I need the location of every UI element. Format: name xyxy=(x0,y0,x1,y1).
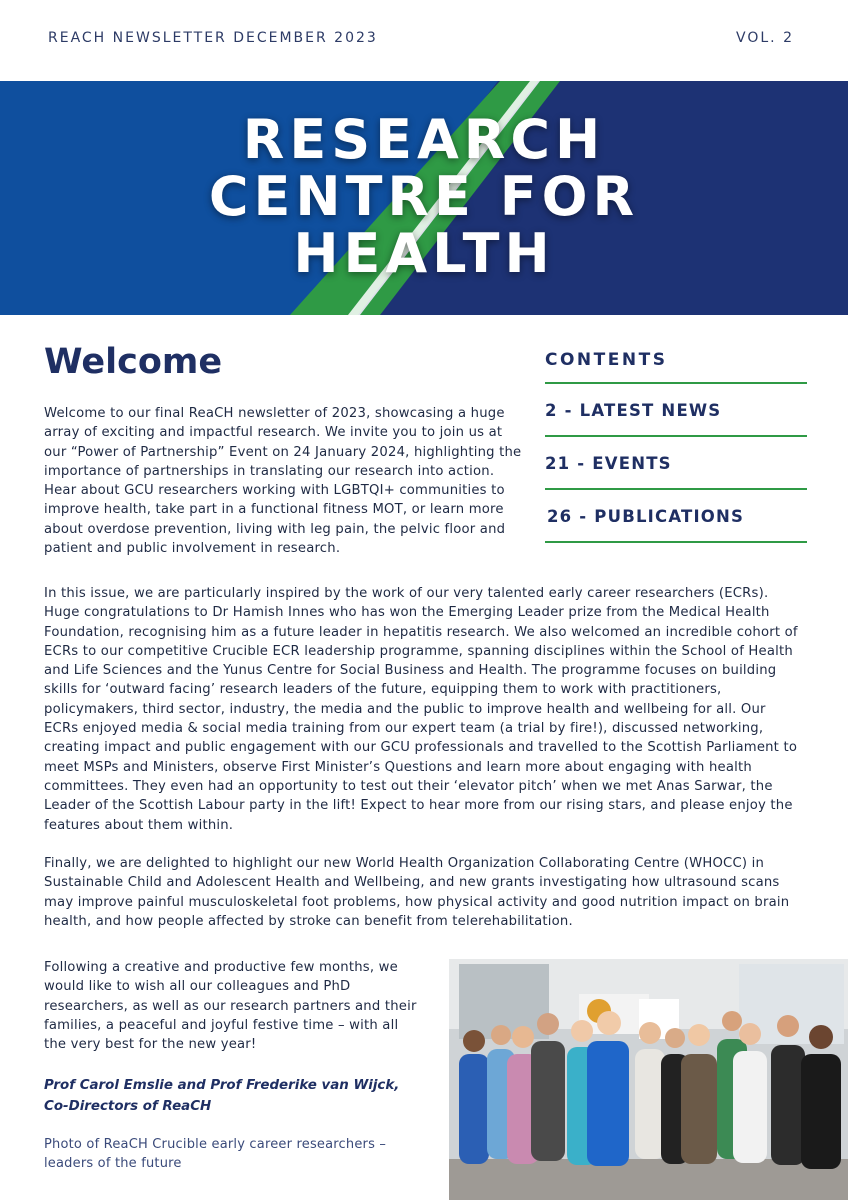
welcome-intro: Welcome to our final ReaCH newsletter of 2023, showcasing a huge array of exciting and impactful research. We invite you to join us at our “Power of Partnership” Event on 24 January 2024, highlighting the importance of partnerships in translating our research into action. Hear about GCU researchers working with LGBTQI+ communities to improve health, take part in a functional fitness MOT, or learn more about overdose prevention, living with leg pain, the pelvic floor and patient and public involvement in research. xyxy=(44,406,522,557)
group-photo xyxy=(449,959,848,1200)
body-paragraph-ecr: In this issue, we are particularly inspired by the work of our very talented early career researchers (ECRs). Huge congratulations to Dr Hamish Innes who has won the Emerging Leader prize from the Medical Health Foundation, recognising him as a future leader in hepatitis research. We also welcomed an incredible cohort of ECRs to our competitive Crucible ECR leadership programme, spanning disciplines within the School of Health and Life Sciences and the Yunus Centre for Social Business and Health. The programme focuses on building skills for ‘outward facing’ research leaders of the future, equipping them to work with practitioners, policymakers, third sector, industry, the media and the public to improve health and wellbeing for all. Our ECRs enjoyed media & social media training from our expert team (a trial by fire!), discussed networking, creating impact and public engagement with our GCU professionals and travelled to the Scottish Parliament to meet MSPs and Ministers, observe First Minister’s Questions and learn more about engaging with health committees. They even had an opportunity to test out their ‘elevator pitch’ when we met Anas Sarwar, the Leader of the Scottish Labour party in the lift! Expect to hear more from our rising stars, and please enjoy the features about them within. xyxy=(44,586,798,833)
contents-item-latest-news[interactable]: 2 - LATEST NEWS xyxy=(545,384,807,437)
volume-label: VOL. 2 xyxy=(736,30,794,46)
title-line-1: RESEARCH xyxy=(242,108,606,171)
body-paragraph-whocc: Finally, we are delighted to highlight our new World Health Organization Collaborating Centre (WHOCC) in Sustainable Child and Adolescent Health and Wellbeing, and new grants investigating how ultrasound scans may improve painful musculoskeletal foot problems, how physical activity and good nutrition impact on brain health, and how people affected by stroke can benefit from telerehabilitation. xyxy=(44,856,790,929)
title-line-2: CENTRE FOR xyxy=(208,165,640,228)
contents-box xyxy=(545,350,807,543)
photo-caption: Photo of ReaCH Crucible early career researchers – leaders of the future xyxy=(44,1137,387,1171)
contents-item-events[interactable]: 21 - EVENTS xyxy=(545,437,807,490)
welcome-heading: Welcome xyxy=(44,342,223,382)
festive-message: Following a creative and productive few months, we would like to wish all our colleagues and PhD researchers, as well as our research partners and their families, a peaceful and joyful festive time – with all the very best for the new year! xyxy=(44,960,417,1053)
newsletter-header xyxy=(0,0,848,80)
centre-title xyxy=(0,108,848,285)
newsletter-label: REACH NEWSLETTER DECEMBER 2023 xyxy=(48,30,378,46)
contents-heading: CONTENTS xyxy=(545,350,807,384)
title-banner xyxy=(0,81,848,315)
signature: Prof Carol Emslie and Prof Frederike van Wijck, Co-Directors of ReaCH xyxy=(44,1078,400,1114)
group-photo-illustration xyxy=(449,959,848,1200)
contents-item-publications[interactable]: 26 - PUBLICATIONS xyxy=(545,490,807,543)
title-line-3: HEALTH xyxy=(293,222,555,285)
